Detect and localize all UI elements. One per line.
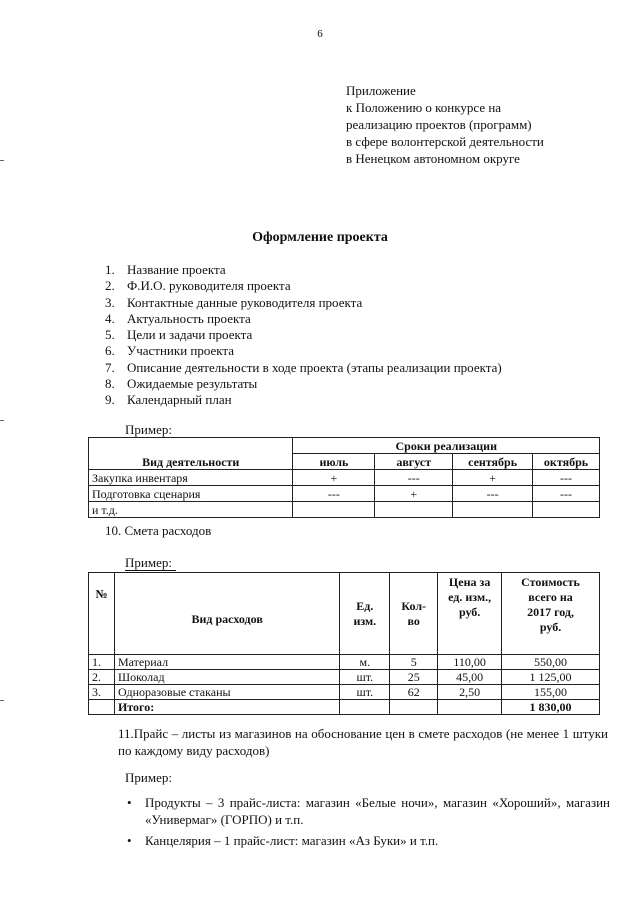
- section-item-11: 11.Прайс – листы из магазинов на обоснование цен в смете расходов (не менее 1 штуки по каждому виду расходов): [118, 726, 608, 758]
- list-number: 2.: [105, 278, 115, 294]
- month-header: август: [375, 454, 453, 470]
- empty-cell: [390, 700, 438, 715]
- total-row: [89, 700, 600, 715]
- mark-cell: ---: [533, 486, 600, 502]
- mark-cell: [533, 502, 600, 518]
- qty-cell: 25: [390, 670, 438, 685]
- list-number: 3.: [105, 294, 115, 310]
- list-item: [105, 343, 502, 359]
- num-header: №: [89, 573, 115, 655]
- list-item: [105, 392, 502, 408]
- month-header: июль: [293, 454, 375, 470]
- list-item: [105, 295, 502, 311]
- list-text: Актуальность проекта: [127, 310, 251, 326]
- price-cell: 2,50: [438, 685, 502, 700]
- mark-cell: [375, 502, 453, 518]
- table-header-row: [89, 438, 600, 454]
- list-text: Участники проекта: [127, 343, 235, 359]
- total-label: Итого:: [114, 700, 339, 715]
- appendix-line: к Положению о конкурсе на: [346, 100, 502, 115]
- table-row: [89, 486, 600, 502]
- appendix-line: в сфере волонтерской деятельности: [346, 134, 544, 149]
- expense-type: Шоколад: [114, 670, 339, 685]
- table-header-row: [89, 573, 600, 655]
- list-text: Ф.И.О. руководителя проекта: [127, 278, 291, 294]
- unit-header: Ед. изм.: [340, 573, 390, 655]
- schedule-table: [88, 437, 600, 518]
- expense-type: Одноразовые стаканы: [114, 685, 339, 700]
- expense-type: Материал: [114, 655, 339, 670]
- mark-cell: ---: [375, 470, 453, 486]
- mark-cell: [453, 502, 533, 518]
- total-cell: 550,00: [502, 655, 600, 670]
- list-number: 1.: [105, 262, 115, 277]
- activity-header: Вид деятельности: [89, 438, 293, 470]
- total-cell: 155,00: [502, 685, 600, 700]
- appendix-heading: [346, 82, 544, 167]
- list-text: Ожидаемые результаты: [127, 376, 258, 392]
- list-text: Календарный план: [127, 392, 232, 408]
- activity-cell: Подготовка сценария: [89, 486, 293, 502]
- mark-cell: +: [293, 470, 375, 486]
- list-item: [105, 327, 502, 343]
- price-cell: 45,00: [438, 670, 502, 685]
- list-number: 6.: [105, 343, 115, 359]
- list-item: [105, 360, 502, 376]
- budget-table: [88, 572, 600, 715]
- unit-cell: м.: [340, 655, 390, 670]
- list-text: Название проекта: [127, 262, 226, 277]
- list-item: [105, 311, 502, 327]
- table-row: [89, 670, 600, 685]
- bullet-icon: •: [127, 833, 132, 848]
- list-number: 9.: [105, 392, 115, 408]
- activity-cell: Закупка инвентаря: [89, 470, 293, 486]
- total-value: 1 830,00: [502, 700, 600, 715]
- price-header: Цена за ед. изм., руб.: [438, 573, 502, 655]
- row-number: 1.: [89, 655, 115, 670]
- empty-cell: [438, 700, 502, 715]
- total-header: Стоимость всего на 2017 год, руб.: [502, 573, 600, 655]
- empty-cell: [89, 700, 115, 715]
- list-text: Описание деятельности в ходе проекта (этапы реализации проекта): [127, 359, 502, 375]
- list-number: 7.: [105, 359, 115, 375]
- page-number: 6: [317, 28, 323, 40]
- list-item: [105, 278, 502, 294]
- list-text: Цели и задачи проекта: [127, 327, 253, 343]
- bullet-list: [125, 790, 610, 849]
- mark-cell: ---: [533, 470, 600, 486]
- table-row: [89, 685, 600, 700]
- list-number: 5.: [105, 327, 115, 343]
- month-header: сентябрь: [453, 454, 533, 470]
- appendix-line: в Ненецком автономном округе: [346, 151, 520, 166]
- document-title: Оформление проекта: [252, 230, 388, 245]
- section-list: [105, 262, 502, 409]
- table-row: [89, 655, 600, 670]
- example-label-plain: Пример:: [125, 770, 172, 785]
- bullet-text: Канцелярия – 1 прайс-лист: магазин «Аз Буки» и т.п.: [145, 833, 439, 848]
- unit-cell: шт.: [340, 685, 390, 700]
- section-item-10: 10. Смета расходов: [105, 523, 212, 538]
- bullet-text: Продукты – 3 прайс-листа: магазин «Белые ночи», магазин «Хороший», магазин «Универмаг» (ГОРПО) и т.п.: [145, 795, 610, 827]
- table-row: [89, 470, 600, 486]
- row-number: 2.: [89, 670, 115, 685]
- list-text: Контактные данные руководителя проекта: [127, 294, 363, 310]
- example-label: Пример:: [125, 555, 176, 571]
- bullet-item: [125, 832, 610, 849]
- mark-cell: ---: [453, 486, 533, 502]
- price-cell: 110,00: [438, 655, 502, 670]
- mark-cell: +: [453, 470, 533, 486]
- example-label: Пример:: [125, 422, 176, 438]
- bullet-item: [125, 794, 610, 828]
- mark-cell: ---: [293, 486, 375, 502]
- mark-cell: +: [375, 486, 453, 502]
- type-header: Вид расходов: [114, 573, 339, 655]
- month-header: октябрь: [533, 454, 600, 470]
- activity-cell: и т.д.: [89, 502, 293, 518]
- appendix-line: реализацию проектов (программ): [346, 117, 532, 132]
- row-number: 3.: [89, 685, 115, 700]
- list-item: [105, 262, 502, 278]
- margin-mark: [0, 420, 4, 421]
- qty-cell: 5: [390, 655, 438, 670]
- empty-cell: [340, 700, 390, 715]
- list-number: 8.: [105, 376, 115, 392]
- total-cell: 1 125,00: [502, 670, 600, 685]
- mark-cell: [293, 502, 375, 518]
- margin-mark: [0, 160, 4, 161]
- period-header: Сроки реализации: [293, 438, 600, 454]
- unit-cell: шт.: [340, 670, 390, 685]
- appendix-line: Приложение: [346, 83, 416, 98]
- qty-cell: 62: [390, 685, 438, 700]
- margin-mark: [0, 700, 4, 701]
- qty-header: Кол- во: [390, 573, 438, 655]
- list-item: [105, 376, 502, 392]
- table-row: [89, 502, 600, 518]
- bullet-icon: •: [127, 795, 132, 810]
- list-number: 4.: [105, 310, 115, 326]
